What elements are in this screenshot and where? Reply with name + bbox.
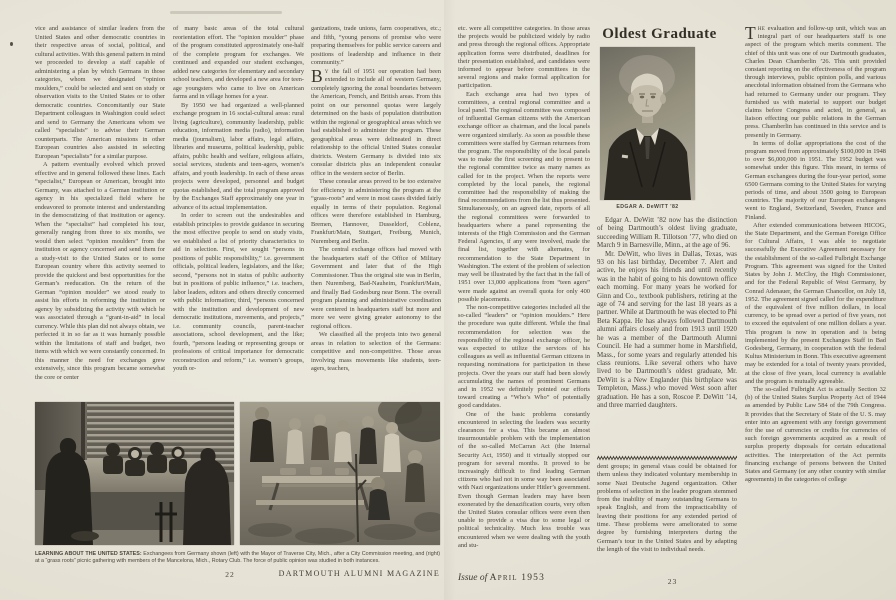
feature-article-body: Edgar A. DeWitt ’82 now has the distinction of being Dartmouth’s oldest living graduate, succeeding William R. Tillotson ’77, who died on March 9 in Barnesville, Minn., at the age of 96. Mr. DeWitt, who lives in Dallas, Texas, was 93 on his last birthday, December 7. Alert and active, he enjoys his friends and until recently was in the habit of going to his downtown office each morning. For many years he worked for Ginn and Co., textbook publishers, retiring at the age of 74 and serving for the last 18 years as a partner. While at Dartmouth he was elected to Phi Beta Kappa. He has always followed Dartmouth alumni affairs closely and from 1913 until 1920 he was a member of the Dartmouth Alumni Council. He had a summer home in Marshfield, Mass., for some years and regularly attended his class reunions. Like several others who have lived to be Dartmouth’s oldest graduate, Mr. DeWitt is a New Englander (his birthplace was Templeton, Mass.) who moved West soon after graduation. He has a son, Roscoe P. DeWitt ’14, and three married daughters.	[597, 216, 737, 409]
photo-portrait-dewitt	[600, 47, 695, 200]
issue-date: April 1953	[489, 573, 546, 583]
right-page-column-1: etc. were all competitive categories. In those areas the projects would be publicized widely by radio and press through the regional offices. Appropriate application forms were distributed, deadlines for their presentation established, and candidates were informed to appear before committees in the several regions and make formal application for participation. Each exchange area had two types of committees, a central regional committee and a local panel. The regional committee was composed of influential German citizens with the American exchange officer as chairman, and the local panels were organized similarly. As soon as possible these committees were staffed by German returnees from the program. The responsibility of the local panels was to make the first screening and to present to the regional committee twice as many names as called for in the project. When the reports were completed by the local panels, the regional committee had the responsibility of making the final recommendations from the list thus presented. Simultaneously, on an agreed date, reports of all the regional committees were forwarded to headquarters where a panel representing the interests of the High Commission and the German Federal Agencies, if any were involved, made the final list, together with alternates, for recommendation to the State Department in Washington. The extent of the problem of selection may well be illustrated by the fact that in the fall of 1951 over 13,000 applications from “teen agers” were made against an overall quota for only 400 possible placements. The non-competitive categories included all the so-called “leaders” or “opinion moulders.” Here the procedure was quite different. While the final recommendation for selection was the responsibility of the regional exchange officer, he was expected to utilize the services of his colleagues as well as influential German citizens in requesting nominations for participation in these projects. Over the years our staff had been slowly accumulating the names of prominent Germans and in 1952 we definitely pointed our efforts toward creating a “Who’s Who” of potentially good candidates. One of the basic problems constantly encountered in selecting the leaders was security clearances for a visa. This became an almost insurmountable problem with the implementation of the so-called McCarran Act (the Internal Security Act, 1950) and it virtually stopped our program for several months. It proved to be increasingly difficult to find leading German citizens who had not in some way been associated with Nazi organizations under Hitler’s government. Even though German leaders may have been exonerated by the denazification courts, very often the United States consular offices were even then unable to provide a visa due to some legal or political technicality. Much less trouble was encountered when we were dealing with the youth and stu-	[458, 25, 590, 549]
issue-label: Issue of	[458, 573, 488, 583]
right-page-column-3: THE evaluation and follow-up unit, which was an integral part of our headquarters staff is one aspect of the program which merits comment. The chief of this unit was one of our Dartmouth graduates, Charles Dean Chamberlin ’26. This unit provided constant reporting on the effectiveness of the program through interviews, public opinion polls, and various anecdotal information obtained from the Germans who had returned to Germany under our program. They furnished us with material to support our budget claims before Congress and acted, in general, as liaison effecting our public relations in the German press. Chamberlin has continued in this service and is presently in Germany. In terms of dollar appropriations the cost of the program moved from approximately $100,000 in 1948 to over $6,000,000 in 1951. The 1952 budget was somewhat under this figure. This meant, in terms of German exchangees during the four-year period, some 6500 Germans coming to the United States for varying periods of time, and about 3500 going to European countries. The majority of our European exchangees went to England, Switzerland, Sweden, France and Finland. After extended communications between HICOG, the State Department, and the German Foreign Office for Cultural Affairs, I was able to negotiate successfully the Executive Agreement necessary for the establishment of the so-called Fulbright Exchange Program. This agreement was signed for the United States by John J. McCloy, the High Commissioner, and for the Federal Republic of West Germany, by Conrad Adenauer, the German Chancellor, on July 18, 1952. The agreement signed called for the expenditure of the equivalent of five million dollars, in local currency, to be spread over a period of five years, not to exceed the equivalent of one million dollars a year. This program is now in operation and is being implemented by the present Exchanges Staff in Bad Godesberg, Germany, in cooperation with the federal Kultus Ministerium in Bonn. This executive agreement may be extended for a total of twenty years provided, at the close of five years, local currency is available and the program is mutually agreeable. The so-called Fulbright Act is actually Section 32 (b) of the United States Surplus Property Act of 1944 as amended by Public Law 584 of the 79th Congress. It provides that the Secretary of State of the U. S. may enter into an agreement with any foreign government for the use of currencies or credits for currencies of such foreign governments acquired as a result of surplus property disposals for certain educational activities. The interpretation of the Act permits financing exchange of persons between the United States and Germany (or any other country with similar agreements) in the categories of college	[745, 25, 886, 484]
left-page-column-1: vice and assistance of similar leaders from the United States and other democratic countries in their respective areas of social, political, and cultural activities. With this general pattern in mind we proceeded to develop a staff capable of administering a plan by which Germans in those categories, whom we designated “opinion moulders,” could be selected and sent on study or observation visits to the United States or to other democratic countries. Concomitantly our State Department colleagues in Washington could select and send to Germany the Americans whom we called “specialists” to advise their German counterparts. The American missions in other European countries also assisted in selecting European “specialists” for a similar purpose. A pattern eventually evolved which proved effective and in general followed these lines. Each “specialist,” European or American, brought into Germany, was attached to a German institution or agency in his specialized field where he endeavored to promote interest and understanding in the democratizing of that institution or agency. When the “specialist” had completed his tour, generally ranging from three to six months, we would then select “opinion moulders” from the institution or agency concerned and send them for a study-visit to the United States or to some European country where this activity seemed to provide the quickest and best opportunities for the German’s reeducation. On the return of the German “opinion moulder” we stood ready to assist his efforts in reforming the institution or agency by subsidizing the activity with which he was associated through a “grant-in-aid” in local currency. While this plan did not always obtain, we perfected it in so far as it was humanly possible within the limitations of staff and budget, two items with which we were constantly concerned. In this manner the need for exchanges grew extensively, since this program became somewhat the core or center	[35, 25, 165, 381]
page-number-22: 22	[225, 570, 235, 579]
feature-title: Oldest Graduate	[602, 26, 717, 42]
photo-grass-roots-picnic	[240, 402, 440, 545]
picnic-photo-art	[240, 402, 440, 545]
article-continuation: dent groups; in general visas could be obtained for them unless they indicated voluntary membership in some Nazi Deutsche Jugend organization. Other problems of selection in the leader program stemmed from the inability of many outstanding Germans to speak English, and from the impracticability of leaving their positions for any extended period of time. These problems were ameliorated to some degree by furnishing interpreters during the German’s tour in the United States and by adapting the length of the visit to individual needs.	[597, 463, 737, 553]
squiggle-divider	[597, 455, 737, 461]
left-page-column-3: ganizations, trade unions, farm cooperatives, etc.; and fifth, “young persons of promise who were preparing themselves for public service careers and positions of leadership and influence in their community.” BY the fall of 1951 our operation had been extended to include all of western Germany, completely ignoring the zonal boundaries between the American, French, and British areas. From this point on our personnel quotas were largely determined on the basis of population distribution within the regional or geographical areas which we had established to administer the program. These geographical areas were delineated in direct relationship to the official United States consular districts. Western Germany is divided into six consular districts plus an independent consular office in the western sector of Berlin. These consular areas proved to be too extensive for efficiency in administering the program at the “grass-roots” and were in most cases divided fairly equally in terms of their population. Regional offices were therefore established in Hamburg, Bremen, Hannover, Dusseldorf, Coblenz, Frankfurt/Main, Stuttgart, Freiburg, Munich, Nuremberg and Berlin. The central exchange offices had moved with the headquarters staff of the Office of Military Government and later that of the High Commissioner. Thus the original site was in Berlin, then Nuremberg, Bad-Nauheim, Frankfurt/Main, and finally Bad Godesburg near Bonn. The overall program planning and administrative coordination were centered in headquarters staff but more and more we were giving greater autonomy to the regional offices. We classified all the projects into two general areas in relation to selection of the Germans: competitive and non-competitive. Those areas involving mass movements like students, teen-agers, teachers,	[311, 25, 441, 372]
caption-text: Exchangees from Germany shown (left) with the Mayor of Traverse City, Mich., after a City Commission meeting, and (right) at a “grass roots” picnic gathering with members of the Mancelona, Mich., Rotary Club. The force of public opinion was studied in both instances.	[35, 551, 441, 564]
caption-lead: LEARNING ABOUT THE UNITED STATES:	[35, 551, 142, 557]
page-number-23: 23	[667, 577, 678, 586]
scan-smudge	[170, 11, 282, 14]
scan-speck	[10, 42, 13, 46]
meeting-photo-art	[35, 402, 234, 545]
portrait-caption: EDGAR A. DeWITT ’82	[616, 204, 679, 210]
portrait-art	[600, 47, 695, 200]
left-page-column-2: of many basic areas of the total cultural reorientation effort. The “opinion moulder” phase of the program constituted approximately one-half of the complete program for exchanges. We continued and expanded our student exchanges, added new categories for elementary and secondary school teachers, and developed a new area for teen-age youngsters who came to live on American farms and in village homes for a year. By 1950 we had organized a well-planned exchange program in 16 social-cultural areas: rural living (agriculture), community leadership, public education, information media (radio), information media (journalism), labor affairs, legal affairs, libraries and museums, political leadership, public affairs, public health and welfare, religious affairs, social services, students and teen-agers, women’s affairs, and youth leadership. In each of these areas projects were developed, personnel and budget quotas established, and the total program approved by the Exchanges Staff approximately one year in advance of its actual implementation. In order to screen out the undesirables and establish principles to provide guidance in securing the most effective people to send on study visits, we established a list of priority characteristics to aid in selection. First, we sought “persons in positions of public responsibility,” i.e. government officials, political leaders, legislators, and the like; second, “persons not in status of public authority but in positions of public influence,” i.e. teachers, labor leaders, editors and others directly concerned with public information; third, “persons concerned with the institution and development of new democratic institutions, movements, and projects,” i.e. community councils, parent-teacher associations, school development, and the like; fourth, “persons leading or representing groups or professions of critical importance for democratic reconstruction and reform,” i.e. women’s groups, youth or-	[173, 25, 304, 372]
photo-strip-caption	[35, 551, 440, 565]
magazine-title: DARTMOUTH ALUMNI MAGAZINE	[278, 569, 440, 578]
photo-city-commission-meeting	[35, 402, 234, 545]
